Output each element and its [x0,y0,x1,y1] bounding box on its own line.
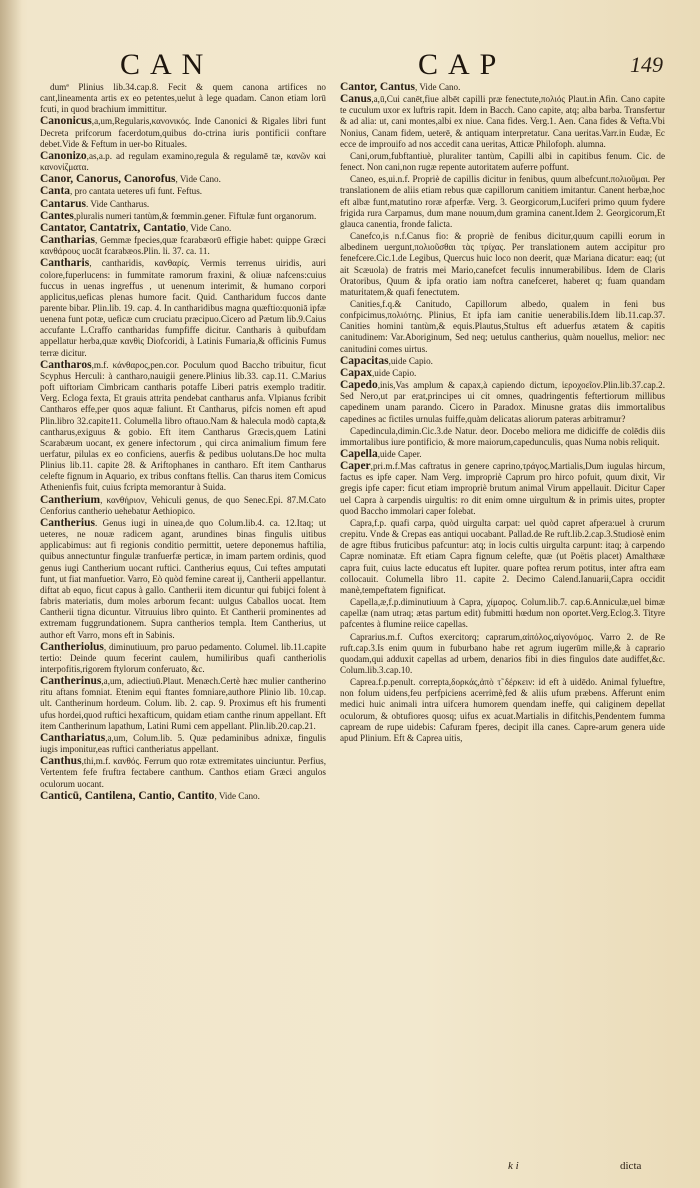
entry-headword: Canonicus [40,115,92,128]
running-head-left: CAN [120,48,214,81]
entry-text: Capra,f.p. quafi carpa, quòd uirgulta carpat: uel quòd capret afpera:uel à crurum crepitu. Vnde & Crepas eas antiqui uocabant. Pallad.de Re ruft.lib.2.cap.3.Studiosè enim de agre ftibus fruticibus pafcuntur: atq; in locis cultis uirgulta carpunt: itaq; à carpendo Capræ nominatæ. Eft etiam Capra fignum celefte, quæ (ut Poëtis placet) Amalthææ capra fuit, cuius lacte educatus eft Iupiter. quare poftea rerum potitus, inter aftra eam collocauit. Columella libro 11. capite 2. Decimo Calend.Ianuarii,Capra occidit manè,tempeftatem fignificat. [340,517,665,595]
entry-text: , κανθήριον, Vehiculi genus, de quo Senec.Epi. 87.M.Cato Cenforius cantherio uehebatur Aethiopico. [40,494,326,516]
entry-text: ,pluralis numeri tantùm,& fœmmin.gener. Fiftulæ funt organorum. [73,210,317,221]
right-column [340,82,665,1172]
dictionary-entry [40,151,326,173]
dictionary-entry [40,174,326,185]
dictionary-entry [340,461,665,517]
entry-text: , cantharidis, κανθαρίς. Vermis terrenus uiridis, auri colore,fuperlucens: in fummitate ramorum fraxini, & oliuæ nafcens:cuius fuccus in uenas ingreffus , ut uenenum interimit, & humano corpori applicitus,ueficas plenas humore facit. Quid. Cantharidum fuccos dante parente bibar. Plin.lib. 19. cap. 4. In cantharidibus magna quæftio:quoniā ipfæ uenena funt potæ, ueficæ cum cruciatu præcipuo.Cicero ad Pætum lib.9.Caius accufante L.Craffo cantharidas fumpfiffe dicitur. Cantharis à quibufdam appellatur herba,quæ κανθὶς Diofcoridi, à Latinis Fumaria,& officinis Fumus terræ dicitur. [40,258,326,358]
entry-headword: Cantes [40,209,74,222]
entry-headword: Cantharis [40,257,90,270]
entry-headword: Canor, Canorus, Canorofus [40,173,176,186]
dictionary-entry [340,368,665,379]
entry-headword: Canticū, Cantilena, Cantio, Cantito [40,789,215,802]
entry-headword: Cantherium [40,493,101,506]
page-number: 149 [630,52,663,77]
entry-headword: Cantator, Cantatrix, Cantatio [40,221,186,234]
entry-headword: Canonizo [40,149,87,162]
entry-headword: Capacitas [340,354,389,367]
entry-headword: Caper [340,460,371,473]
entry-text: . Vide Cantharus. [86,198,150,209]
dictionary-entry [340,380,665,425]
dictionary-entry [40,199,326,210]
entry-text: , Vide Cano. [185,222,232,233]
entry-text: ,a,um, Colum.lib. 5. Quæ pedaminibus adnixæ, fingulis iugis imponitur,eas ruftici cantheriatus appellant. [40,732,326,755]
dictionary-entry [40,642,326,675]
entry-headword: Canthus [40,755,82,768]
entry-text: ,inis,Vas amplum & capax,à capiendo dictum, ἱεροχοεῖον.Plin.lib.37.cap.2. Sed Nero,ut par erat,principes ui cit omnes, quadringentis feftertiorum millibus capedinem unam parando. Cicero in Paradox. Minusne gratas diis immortalibus capedines ac fictiles urnulas fuiffe,quàm delicatas aliorum pateras arbitramur? [340,380,665,424]
running-head-right: CAP [418,48,507,81]
entry-text: ,m.f. κάνθαρος,pen.cor. Poculum quod Baccho tribuitur, ficut Scyphus Herculi: à cantharo,nauigii genere.Plinius lib.33. cap.11. C.Marius poft uiftoriam Cimbricam cantharis potaffe Liberi patris exemplo traditir. Verg. Ecloga fexta, Et grauis attrita pendebat cantharus anfa. Vlpianus fcribit Cantharos effe,per quos aquæ faliunt. Et Cantharus, pifcis nomen eft apud Plin.libro 32.capite11. Columella libro oftauo.Nam & halecula modò capta,& cantharus,exiguus & gobio. Eft item Cantharus Græcis,quem Latini Scarabæum uocant, ex genere infectorum , qui circa animalium fimum fere uerfatur, pilulas ex eo conficiens, auerfis & pedibus uolutans.De hoc multa Plinius lib.11. capite 28. & Ariftophanes in cantharo. Eft item Cantharus celefte fignum in Aquario, ex tribus conftans ftellis. Can tharus item Comicus Athenienfis fuit, cuius fcripta memorantur à Suida. [40,359,326,493]
entry-text: Caprea.f.p.penult. correpta,δορκάς,ἀπὸ τ̃ δέρκειν: id eft à uidēdo. Animal fylueftre, non folum uidens,feu perfpiciens acerrimè,fed & aliis ufum præbens. Afferunt enim medici huic animali intra uifcera humorem quendam ineffe, qui caliginem depellat oculorum, & obtufiores quosq; uifus ex acuat.Martialis in difitchis,Pendentem fumma capream de rupe uidebis: Cafuram fperes, decipit illa canes. Capre-arum genera uide apud Plinium. Eft & Caprea uitis, [340,677,665,743]
dictionary-entry [340,151,665,173]
dictionary-entry [340,356,665,367]
entry-headword: Cantharias [40,234,95,247]
dictionary-entry [40,258,326,358]
left-column [40,82,326,1172]
entry-text: Cani,orum,fubftantiuè, pluraliter tantùm, Capilli albi in capitibus fenum. Cic. de fenect. Non cani,non rugæ repente autoritatem auferre poffunt. [340,150,665,173]
dictionary-entry [40,791,326,802]
gutter-shadow [0,0,22,1188]
entry-text: , pro cantata ueteres ufi funt. Feftus. [70,186,203,197]
entry-text: ,uide Capio. [371,367,417,378]
entry-text: ,a,ū,Cui canēt,fiue albēt capilli præ fenectute,πολιός Plaut.in Afin. Cano capite te cuculum uxor ex luftris rapit. Idem in Bacch. Cano capite, atq; alba barba. Transfertur & ad alia: ut, cani montes,albi ex niue. Cana fides. Verg.1. Aen. Cana fides & Vefta.Vbi Nonius, Canam fidem, ueterē, & antiquam interpretatur. Cana ueritas.Varr.in Eudæ, Ec ecce de improuifo ad nos accedit cana ueritas, Atticæ Philofoph. alumna. [340,94,665,149]
entry-text: ,as,a.p. ad regulam examino,regula & regulamē tæ, κανῶν καὶ κανονίζματα. [40,150,326,173]
entry-text: , diminutiuum, pro paruo pedamento. Columel. lib.11.capite tertio: Deinde quum fecerint caulem, humiliribus quafi cantheriolis interpofitis,rigorem ftylorum conferuato, &c. [40,641,326,674]
dictionary-entry [40,495,326,517]
entry-text: Canefco,is n.f.Canus fio: & propriè de fenibus dicitur,quum capilli eorum in albedinem uergunt,πολιοῦσθαι τὰς τρίχας. Per translationem autem accipitur pro fenefcere.Cic.1.de Legibus, Quercus huic loco non deerit, quæ Mariana dicatur: eaq; (ut ait Scæuola) de fratris mei Mario,canefcet feculis innumerabilibus. Idem de Claris Oratoribus, Quum & ipfa oratio iam noftra canefceret, haberet q; fuam quandam maturitatem,& quafi fenectutem. [340,231,665,297]
dictionary-entry [340,449,665,460]
dictionary-entry [40,676,326,732]
entry-text: Canities,f.q.& Canitudo, Capillorum albedo, qualem in feni bus confpicimus,πολιότης. Plinius, Et ipfa iam canitie uenerabilis.Idem lib.11.cap.37. Canities homini tantùm,& equis.Plautus,Stultus eft aduerfus ætatem & capitis canitudinem: Var.Aboriginum, Sed neq; uetulus cantherius, quàm nouellus, melior: nec canitudini comes uirtus. [340,298,665,354]
entry-text: Caprarius.m.f. Cuftos exercitorq; caprarum,αἰπόλος,αἰγονόμος. Varro 2. de Re ruft.cap.3.Is enim quum in fuburbano habe ret agrum iugerūm mille,& à caprario quodam,qui adduxit capellas ad urbem, denarios fibi in dies fingulos date audiffet,&c. Colum.lib.3.cap.10. [340,631,665,675]
entry-text: ,a,um,Regularis,κανονικός. Inde Canonici & Rigales libri funt Decreta prifcorum facerdotum,quibus do-ctrina iuris pontificii conftare debet.Vide & Feftum in uer-bo Rituales. [40,116,326,149]
dictionary-entry [40,82,326,115]
entry-headword: Capax [340,366,372,379]
dictionary-entry [340,299,665,355]
dictionary-entry [40,360,326,494]
dictionary-entry [340,174,665,230]
entry-headword: Cantherius [40,516,95,529]
signature-mark: k i [508,1160,519,1172]
entry-headword: Cantarus [40,197,87,210]
entry-headword: Cantheriolus [40,640,104,653]
entry-headword: Capedo [340,379,378,392]
catchword: dicta [620,1160,642,1172]
entry-text: Capella,æ,f.p.diminutiuum à Capra, χίμαρος. Colum.lib.7. cap.6.Anniculæ,uel bimæ capellæ (nam utraq; ætas partum edit) fubmitti hœdum non oportet.Verg.Eclog.3. Tityre pafcentes à flumine reiice capellas. [340,597,665,630]
entry-text: , Vide Cano. [214,790,260,801]
dictionary-entry [340,518,665,596]
entry-text: dumª Plinius lib.34.cap.8. Fecit & quem canona artifices no cant,lineamenta artis ex eo petentes,uelut à lege quadam. Canon etiam lorū fcuti, in quod brachium immittitur. [40,82,326,115]
entry-text: ,thi,m.f. κανθός. Ferrum quo rotæ extremitates uinciuntur. Perfius, Vertentem fefe fruftra fectabere canthum. Canthos etiam Græci angulos oculorum uocant. [40,756,326,789]
entry-text: , Gemmæ fpecies,quæ fcarabæorū effigie habet: quippe Græci κανθάρους uocāt fcarabæos.Plin. li. 37. ca. 11. [40,235,326,257]
entry-text: , Vide Cano. [414,82,461,92]
dictionary-entry [40,756,326,789]
dictionary-entry [340,677,665,744]
entry-headword: Canus [340,93,372,106]
entry-text: ,uide Capio. [388,355,433,366]
dictionary-entry [340,632,665,677]
entry-text: Caneo, es,ui.n.f. Propriè de capillis dicitur in fenibus, quum albefcunt.πολιοῦμαι. Per translationem de aliis etiam rebus quæ capillorum canitiem imitantur. Canent herbæ,hoc eft albæ funt,matutino roræ afperfæ. Verg. 3. Georgicorum,Luciferi primo quum fydere frigida rura Carpamus, dum mane nouum,dum gramina canent.Idem 2. Georgicorum,Et glauca canentia, fronde falicta. [340,174,665,229]
dictionary-entry [40,116,326,149]
entry-headword: Cantherinus [40,675,102,688]
entry-headword: Capella [340,448,378,460]
entry-text: . Genus iugi in uinea,de quo Colum.lib.4. ca. 12.Itaq; ut ueteres, ne nouæ radicem agant, arundines binas fingulis uitibus applicabimus: aut fi regionis conditio permittit, uetere deponemus haftilia, quibus annectuntur fingulæ tranfuerfæ perticæ, in imam partem ordinis, quod genus iugi Cantherium uocant ruftici. Cantherius equus, Cui teftes amputati funt, ut fiat manfuetior. Varro, Eò quòd femine careat ij, Cantherii appellantur. diftat ab equo, ficut capus à gallo. Cantherii item dicuntur qui fubijci folent à fabris materiatis, dum moles arborum fecant: uulgus Caballos uocat. Item Cantherii tigna dicuntur. Vitruuius libro quinto. Et Cantherii prominentes ad extremam fuggrundationem. Supra cantherios templa. Item Cantherius, ut author eft Varro, mons eft in Sabinis. [40,517,326,640]
dictionary-entry [340,82,665,93]
entry-headword: Cantharos [40,358,92,371]
dictionary-entry [40,733,326,755]
dictionary-entry [340,426,665,448]
entry-headword: Cantor, Cantus [340,82,415,93]
dictionary-entry [40,186,326,197]
entry-headword: Canthariatus [40,731,106,744]
entry-text: ,pri.m.f.Mas caftratus in genere caprino,τράγος.Martialis,Dum iugulas hircum, factus es ipfe caper. Nam Verg. impropriè Caprum pro hirco pofuit, quum dixit, Vir gregis ipfe caper: ficut etiam impropriè brutum animal Virum appellauit. Dicitur Caper uel Capra à carpendis uirgultis: ro dit enim omne uirgultum & in primis uites, propter quod Baccho immolari caper folebat. [340,461,665,516]
dictionary-entry [40,223,326,234]
dictionary-entry [340,231,665,298]
dictionary-entry [340,597,665,630]
dictionary-entry [340,94,665,150]
entry-text: , Vide Cano. [175,174,221,185]
dictionary-entry [40,518,326,641]
entry-text: ,uide Caper. [377,449,422,459]
entry-text: Capedincula,dimin.Cic.3.de Natur. deor. Docebo meliora me didiciffe de colēdis diis immortalibus iure pontificio, & more maiorum,capedunculis, quas Numa nobis reliquit. [340,425,665,447]
dictionary-entry [40,235,326,257]
entry-headword: Canta [40,185,71,198]
entry-text: ,a,um, adiectiuū.Plaut. Menæch.Certè hæc mulier cantherino ritu aftans fomniat. Etenim equi ftantes fomniare,authore Plinio lib. 10.cap. ult. Cantherinum hordeum. Colum. lib. 2. cap. 9. Proximus eft his frumenti ufus hordei,quod ruftici hexafticum, quidam etiam canthe rinum appellant. Eft item Cantherinum lapathum, Latini Rumi cem appellant. Plin.lib.20.cap.21. [40,676,326,731]
dictionary-entry [40,211,326,222]
